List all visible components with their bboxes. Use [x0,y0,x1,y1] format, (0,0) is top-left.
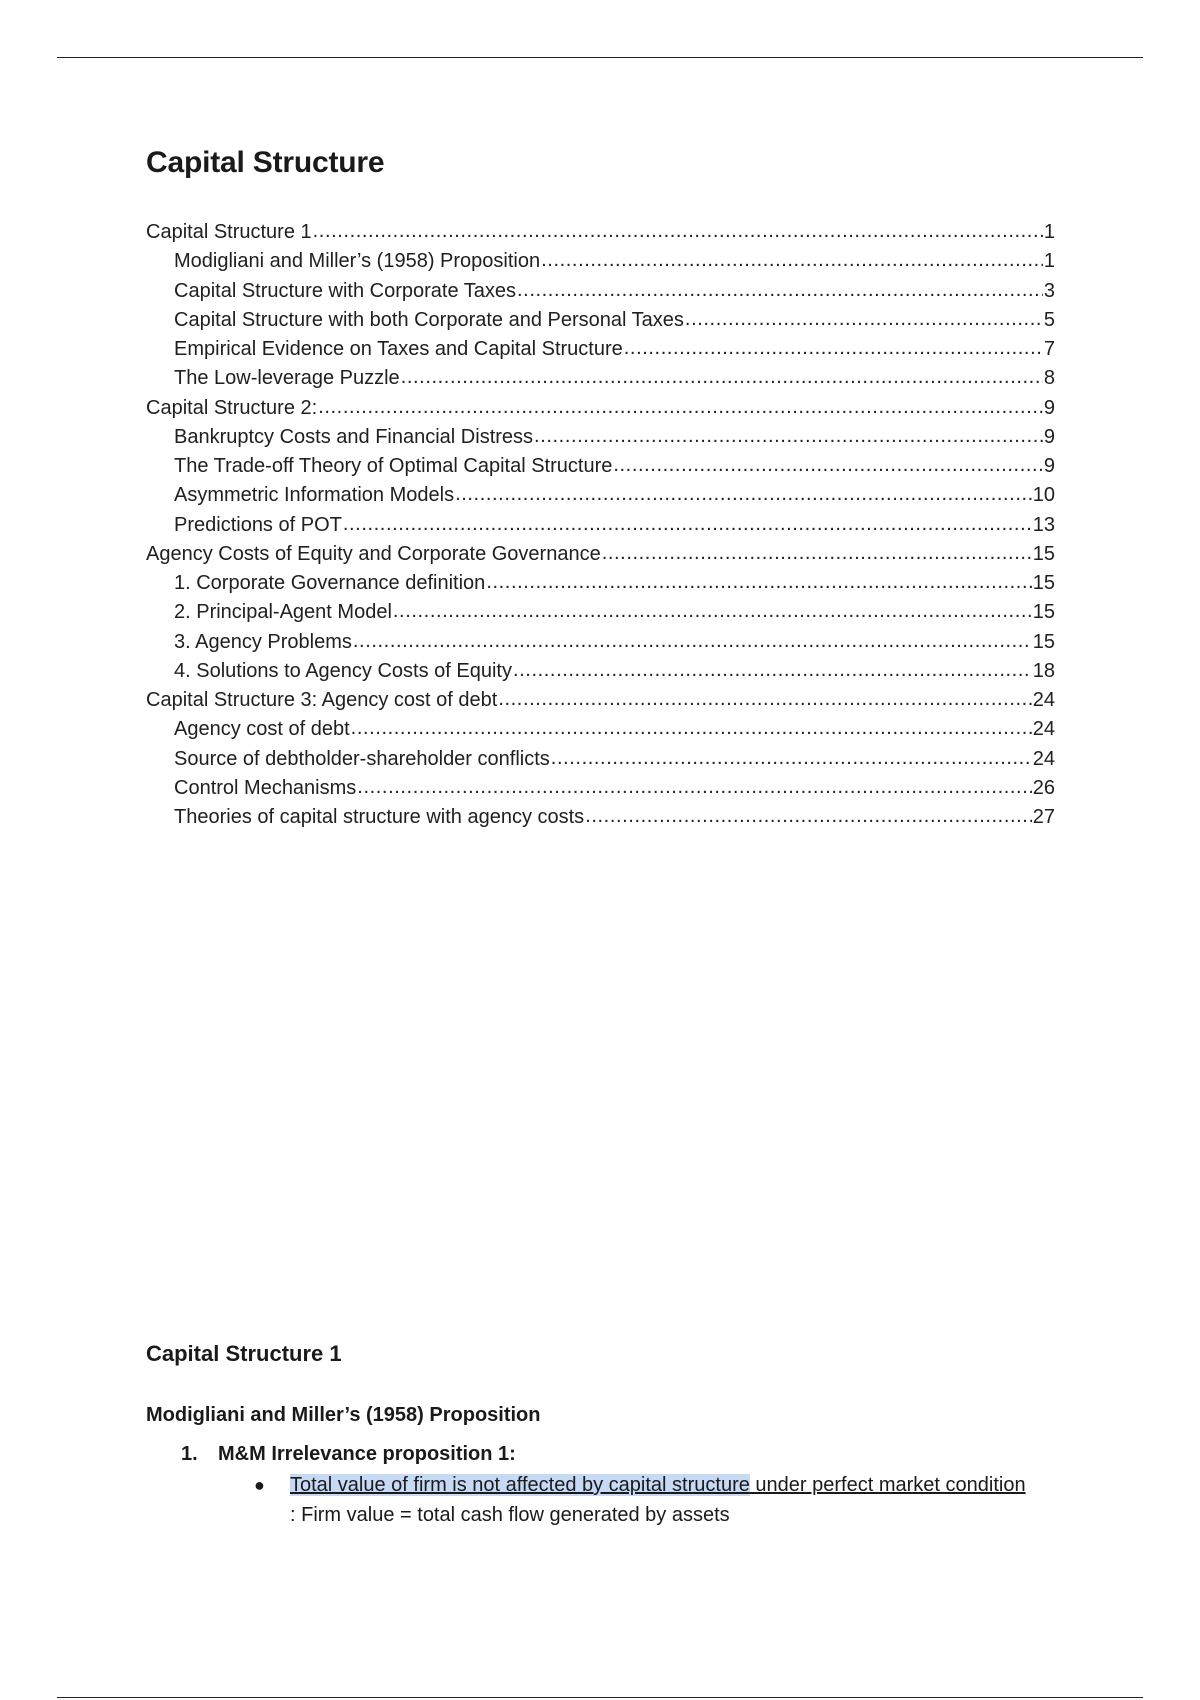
toc-entry-page: 24 [1032,718,1055,741]
toc-entry-title: Control Mechanisms [174,776,357,799]
toc-entry-page: 8 [1043,367,1055,390]
toc-entry-page: 9 [1043,396,1055,419]
toc-entry-title: Predictions of POT [174,513,342,536]
document-title: Capital Structure [146,146,385,179]
table-of-contents [146,218,1055,832]
toc-entry[interactable] [146,277,1055,306]
toc-leader-dots [613,451,1043,480]
toc-entry-page: 26 [1032,776,1055,799]
section-subheading: Modigliani and Miller’s (1958) Proposition [146,1404,541,1426]
toc-entry[interactable] [146,511,1055,540]
toc-leader-dots [602,539,1032,568]
toc-entry-page: 1 [1043,221,1055,243]
toc-entry-page: 15 [1032,542,1055,565]
toc-entry[interactable] [146,715,1055,744]
toc-entry-title: The Trade-off Theory of Optimal Capital Structure [174,455,613,477]
toc-leader-dots [585,802,1032,831]
toc-entry[interactable] [146,803,1055,832]
toc-leader-dots [393,597,1032,626]
toc-entry[interactable] [146,394,1055,423]
toc-leader-dots [351,714,1032,743]
toc-entry-title: 3. Agency Problems [174,630,352,653]
toc-entry-page: 7 [1043,338,1055,360]
toc-leader-dots [343,510,1032,539]
toc-entry-title: Empirical Evidence on Taxes and Capital Structure [174,338,623,360]
toc-entry-title: Capital Structure 3: Agency cost of debt [146,689,498,711]
toc-leader-dots [498,685,1031,714]
toc-entry-title: Agency cost of debt [174,718,350,741]
numbered-list-item [181,1443,516,1466]
toc-entry-page: 5 [1043,308,1055,331]
toc-leader-dots [517,276,1043,305]
toc-leader-dots [685,305,1043,334]
toc-leader-dots [353,627,1032,656]
toc-entry-page: 27 [1032,806,1055,828]
toc-entry[interactable] [146,628,1055,657]
toc-entry[interactable] [146,247,1055,276]
toc-entry-title: Capital Structure with Corporate Taxes [174,279,517,302]
toc-entry-title: The Low-leverage Puzzle [174,367,400,390]
toc-entry-title: 2. Principal-Agent Model [174,601,392,624]
toc-entry[interactable] [146,540,1055,569]
toc-entry-page: 24 [1032,747,1055,770]
underlined-text: under perfect market condition [749,1474,1026,1496]
toc-entry-title: Source of debtholder-shareholder conflicts [174,747,550,770]
top-rule [57,57,1143,58]
section-heading: Capital Structure 1 [146,1341,342,1366]
toc-entry[interactable] [146,598,1055,627]
toc-entry-title: Bankruptcy Costs and Financial Distress [174,425,534,448]
toc-leader-dots [534,422,1043,451]
toc-entry-title: 4. Solutions to Agency Costs of Equity [174,659,512,682]
highlighted-text: Total value of firm is not affected by capital structure [290,1474,750,1496]
toc-entry[interactable] [146,745,1055,774]
toc-entry-title: Capital Structure 2: [146,396,318,419]
toc-entry-page: 3 [1043,279,1055,302]
list-number: 1. [181,1443,198,1465]
toc-entry[interactable] [146,335,1055,364]
bullet-icon: ● [254,1475,265,1495]
toc-entry[interactable] [146,774,1055,803]
toc-entry-page: 18 [1032,659,1055,682]
toc-leader-dots [401,363,1043,392]
toc-entry-page: 9 [1043,425,1055,448]
toc-entry-title: Capital Structure with both Corporate and Personal Taxes [174,308,684,331]
toc-entry-title: Agency Costs of Equity and Corporate Governance [146,542,601,565]
toc-entry-page: 15 [1032,572,1055,594]
toc-leader-dots [318,393,1043,422]
toc-entry[interactable] [146,364,1055,393]
list-item-text: M&M Irrelevance proposition 1: [218,1443,516,1465]
toc-entry[interactable] [146,452,1055,481]
toc-entry[interactable] [146,569,1055,598]
toc-leader-dots [486,568,1031,597]
bullet-text: : Firm value = total cash flow generated by assets [290,1504,730,1526]
toc-entry-title: Asymmetric Information Models [174,484,455,507]
toc-leader-dots [551,744,1032,773]
toc-entry[interactable] [146,306,1055,335]
toc-leader-dots [313,217,1043,246]
toc-entry-page: 9 [1043,455,1055,477]
toc-entry-page: 10 [1032,484,1055,507]
toc-entry-page: 24 [1032,689,1055,711]
toc-leader-dots [513,656,1032,685]
toc-entry-title: Modigliani and Miller’s (1958) Proposition [174,250,541,273]
toc-leader-dots [455,480,1032,509]
toc-entry-page: 15 [1032,630,1055,653]
toc-leader-dots [624,334,1043,363]
toc-entry-title: 1. Corporate Governance definition [174,572,486,594]
toc-entry-page: 1 [1043,250,1055,273]
toc-entry[interactable] [146,423,1055,452]
toc-entry[interactable] [146,218,1055,247]
toc-entry[interactable] [146,657,1055,686]
bullet-list-item [254,1470,1034,1530]
toc-entry-page: 13 [1032,513,1055,536]
toc-leader-dots [357,773,1031,802]
toc-entry-title: Theories of capital structure with agency costs [174,806,585,828]
toc-entry[interactable] [146,481,1055,510]
bottom-rule [57,1697,1143,1698]
toc-leader-dots [541,246,1043,275]
toc-entry[interactable] [146,686,1055,715]
toc-entry-page: 15 [1032,601,1055,624]
toc-entry-title: Capital Structure 1 [146,221,312,243]
